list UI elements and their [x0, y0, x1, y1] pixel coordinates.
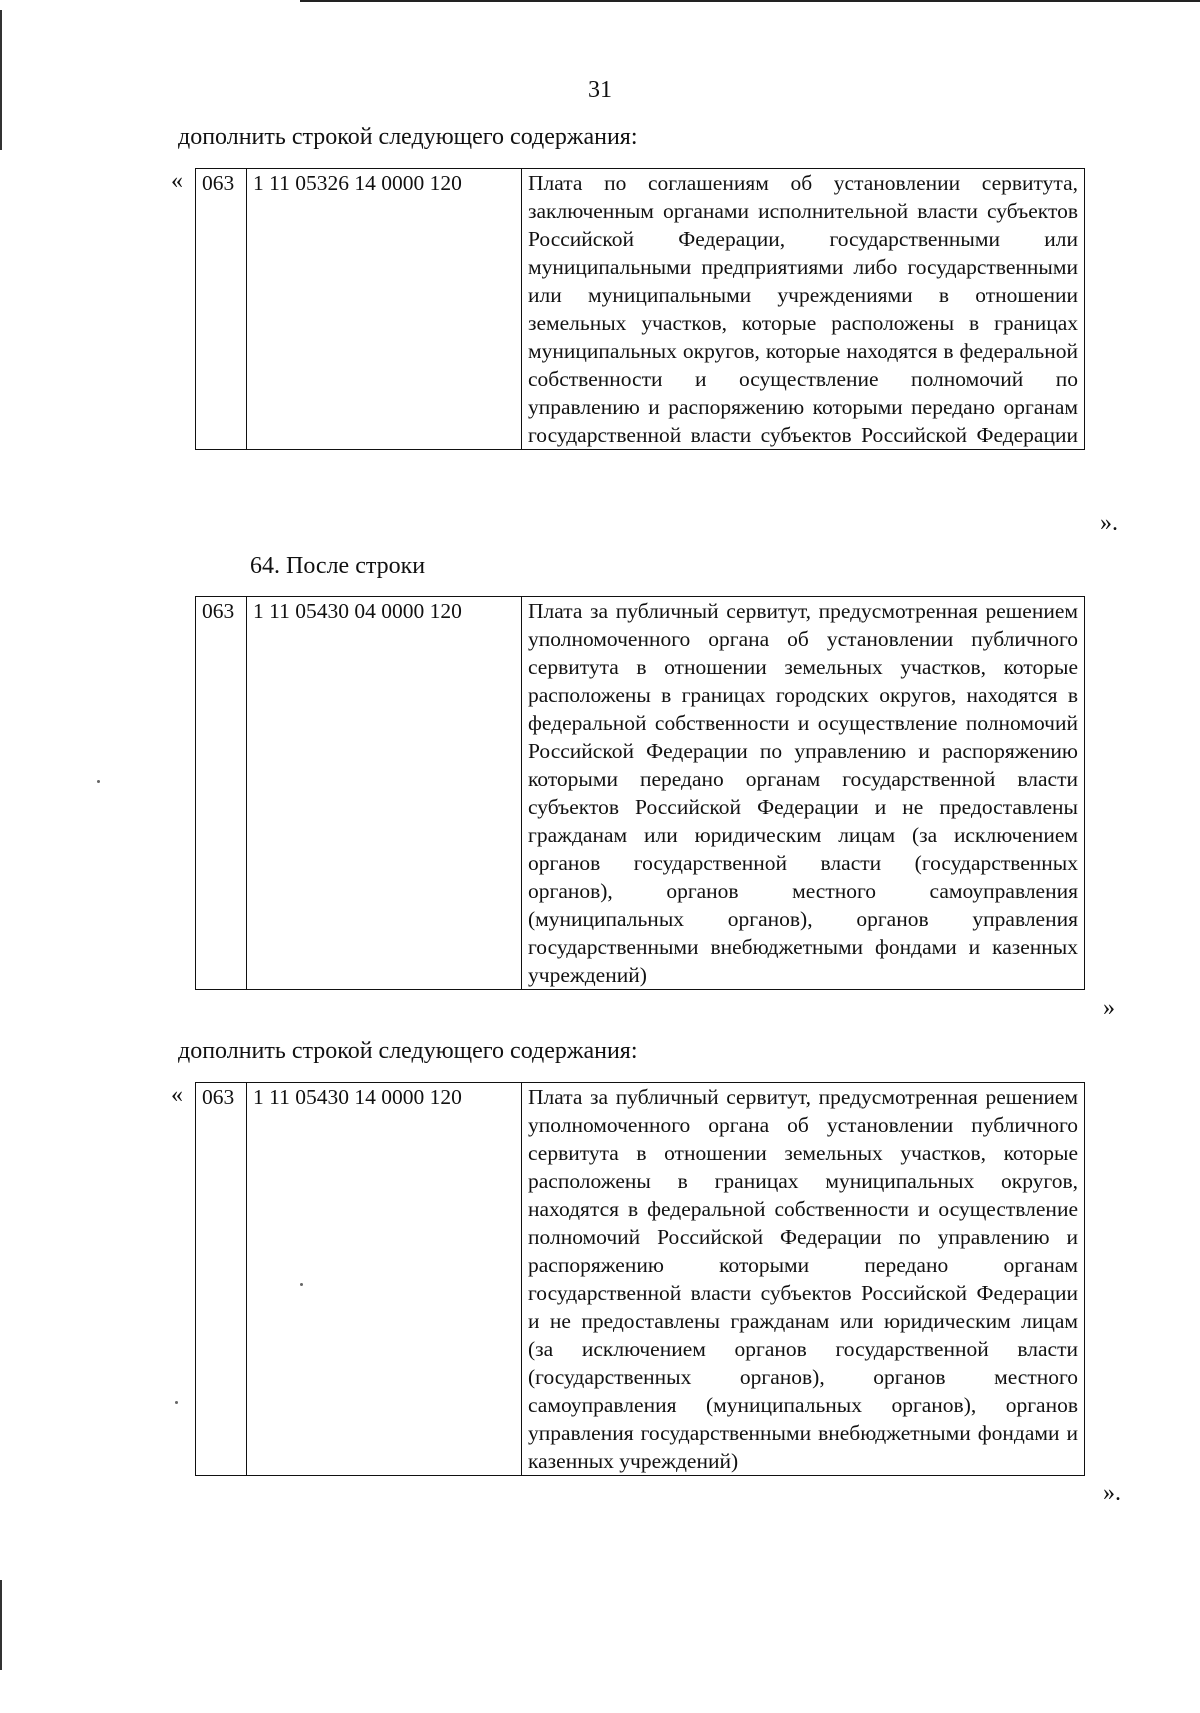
- income-code-cell: 1 11 05430 14 0000 120: [247, 1083, 522, 1476]
- income-description-cell: Плата по соглашениям об установлении сервитута, заключенным органами исполнительной власти субъектов Российской Федерации, государственными или муниципальными предприятиями либо государственными или муниципальными учреждениями в отношении земельных участков, которые расположены в границах муниципальных округов, которые находятся в федеральной собственности и осуществление полномочий по управлению и распоряжению которыми передано органам государственной власти субъектов Российской Федерации: [522, 169, 1085, 450]
- scan-speck: [97, 780, 100, 783]
- open-quote: «: [171, 168, 183, 194]
- close-quote: ».: [1103, 1480, 1121, 1506]
- budget-code-table: [195, 168, 1085, 450]
- close-quote: »: [1103, 995, 1115, 1021]
- open-quote: «: [171, 1082, 183, 1108]
- scan-top-edge: [300, 0, 1200, 2]
- budget-code-table: [195, 596, 1085, 990]
- table-row: [196, 1083, 1085, 1476]
- table-row: [196, 169, 1085, 450]
- item-64-heading: 64. После строки: [250, 553, 426, 579]
- scan-speck: [300, 1283, 303, 1286]
- admin-code-cell: 063: [196, 169, 247, 450]
- heading-add-line: дополнить строкой следующего содержания:: [178, 124, 638, 150]
- income-code-cell: 1 11 05430 04 0000 120: [247, 597, 522, 990]
- income-description-cell: Плата за публичный сервитут, предусмотренная решением уполномоченного органа об установлении публичного сервитута в отношении земельных участков, которые расположены в границах городских округов, находятся в федеральной собственности и осуществление полномочий Российской Федерации по управлению и распоряжению которыми передано органам государственной власти субъектов Российской Федерации и не предоставлены гражданам или юридическим лицам (за исключением органов государственной власти (государственных органов), органов местного самоуправления (муниципальных органов), органов управления государственными внебюджетными фондами и казенных учреждений): [522, 597, 1085, 990]
- scan-left-edge: [0, 1580, 2, 1670]
- scan-speck: [175, 1401, 178, 1404]
- close-quote: ».: [1100, 510, 1118, 536]
- heading-add-line: дополнить строкой следующего содержания:: [178, 1038, 638, 1064]
- admin-code-cell: 063: [196, 597, 247, 990]
- income-code-cell: 1 11 05326 14 0000 120: [247, 169, 522, 450]
- page-number: 31: [588, 77, 612, 103]
- income-description-cell: Плата за публичный сервитут, предусмотренная решением уполномоченного органа об установлении публичного сервитута в отношении земельных участков, которые расположены в границах муниципальных округов, находятся в федеральной собственности и осуществление полномочий Российской Федерации по управлению и распоряжению которыми передано органам государственной власти субъектов Российской Федерации и не предоставлены гражданам или юридическим лицам (за исключением органов государственной власти (государственных органов), органов местного самоуправления (муниципальных органов), органов управления государственными внебюджетными фондами и казенных учреждений): [522, 1083, 1085, 1476]
- admin-code-cell: 063: [196, 1083, 247, 1476]
- budget-code-table: [195, 1082, 1085, 1476]
- table-row: [196, 597, 1085, 990]
